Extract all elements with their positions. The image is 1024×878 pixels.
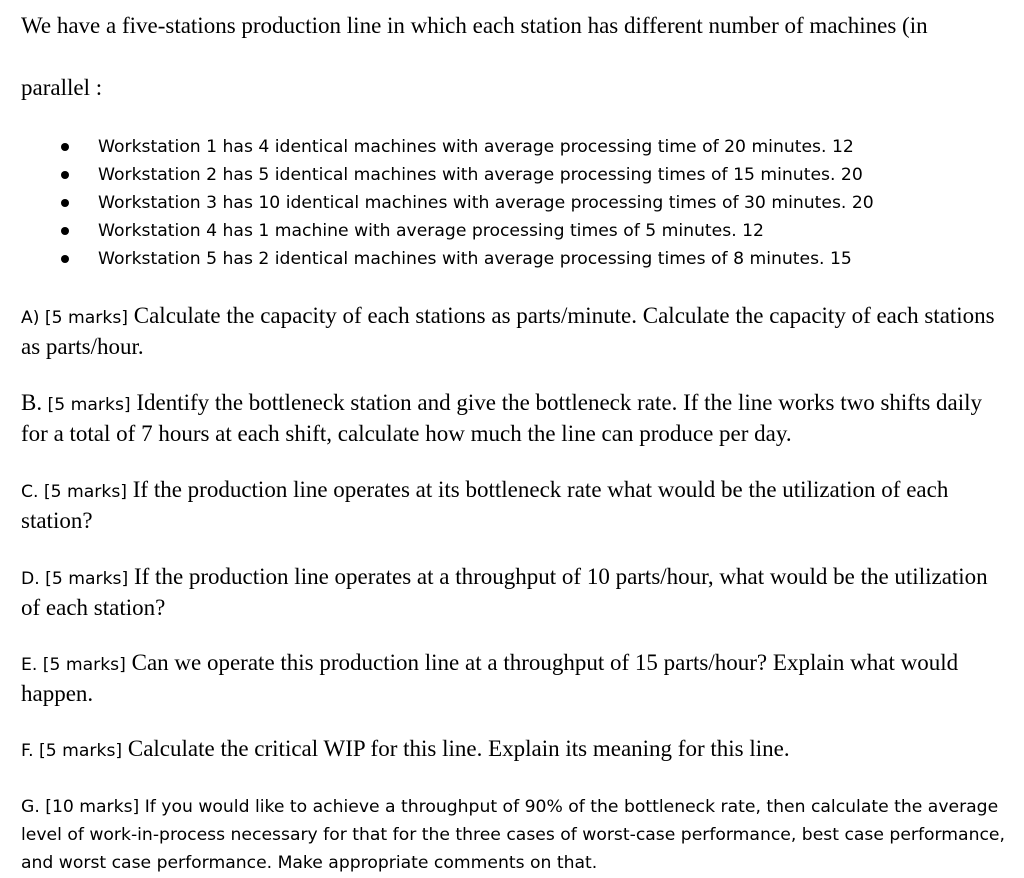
bullet-icon xyxy=(61,143,69,151)
workstation-1-text: Workstation 1 has 4 identical machines with average processing time of 20 minutes. 12 xyxy=(98,137,854,157)
workstation-3-text: Workstation 3 has 10 identical machines with average processing times of 30 minutes. 20 xyxy=(98,193,874,213)
question-a-label: A) [5 marks] xyxy=(21,308,128,328)
question-f xyxy=(21,735,1006,766)
bullet-icon xyxy=(61,199,69,207)
question-f-text: Calculate the critical WIP for this line. Explain its meaning for this line. xyxy=(122,736,790,761)
question-d-text: If the production line operates at a throughput of 10 parts/hour, what would be the utilization of each station? xyxy=(21,564,988,620)
question-e xyxy=(21,649,1006,711)
question-e-label: E. [5 marks] xyxy=(21,655,126,675)
question-c-text: If the production line operates at its bottleneck rate what would be the utilization of each station? xyxy=(21,477,949,533)
question-d-label: D. [5 marks] xyxy=(21,569,129,589)
question-c xyxy=(21,476,1006,538)
question-b-label: B. xyxy=(21,390,43,415)
intro-line-1: We have a five-stations production line in which each station has different number of machines (in xyxy=(21,13,928,38)
bullet-icon xyxy=(61,171,69,179)
question-b-text: Identify the bottleneck station and give the bottleneck rate. If the line works two shifts daily for a total of 7 hours at each shift, calculate how much the line can produce per day. xyxy=(21,390,983,446)
question-d xyxy=(21,563,1006,625)
workstation-4-text: Workstation 4 has 1 machine with average processing times of 5 minutes. 12 xyxy=(98,221,764,241)
workstation-2-text: Workstation 2 has 5 identical machines with average processing times of 15 minutes. 20 xyxy=(98,165,863,185)
question-b xyxy=(21,389,1006,451)
question-g: G. [10 marks] If you would like to achieve a throughput of 90% of the bottleneck rate, then calculate the average level of work-in-process necessary for that for the three cases of worst-case performance, best case performance, and worst case performance. Make appropriate comments on that. xyxy=(21,797,1005,873)
question-e-text: Can we operate this production line at a throughput of 15 parts/hour? Explain what would happen. xyxy=(21,650,959,706)
intro-line-2: parallel : xyxy=(21,75,103,100)
bullet-icon xyxy=(61,255,69,263)
question-f-label: F. [5 marks] xyxy=(21,741,123,761)
workstation-5-text: Workstation 5 has 2 identical machines with average processing times of 8 minutes. 15 xyxy=(98,249,852,269)
question-a xyxy=(21,302,1006,364)
question-c-label: C. [5 marks] xyxy=(21,482,127,502)
bullet-icon xyxy=(61,227,69,235)
question-b-marks: [5 marks] xyxy=(42,395,131,415)
question-a-text: Calculate the capacity of each stations as parts/minute. Calculate the capacity of each stations as parts/hour. xyxy=(21,303,995,359)
